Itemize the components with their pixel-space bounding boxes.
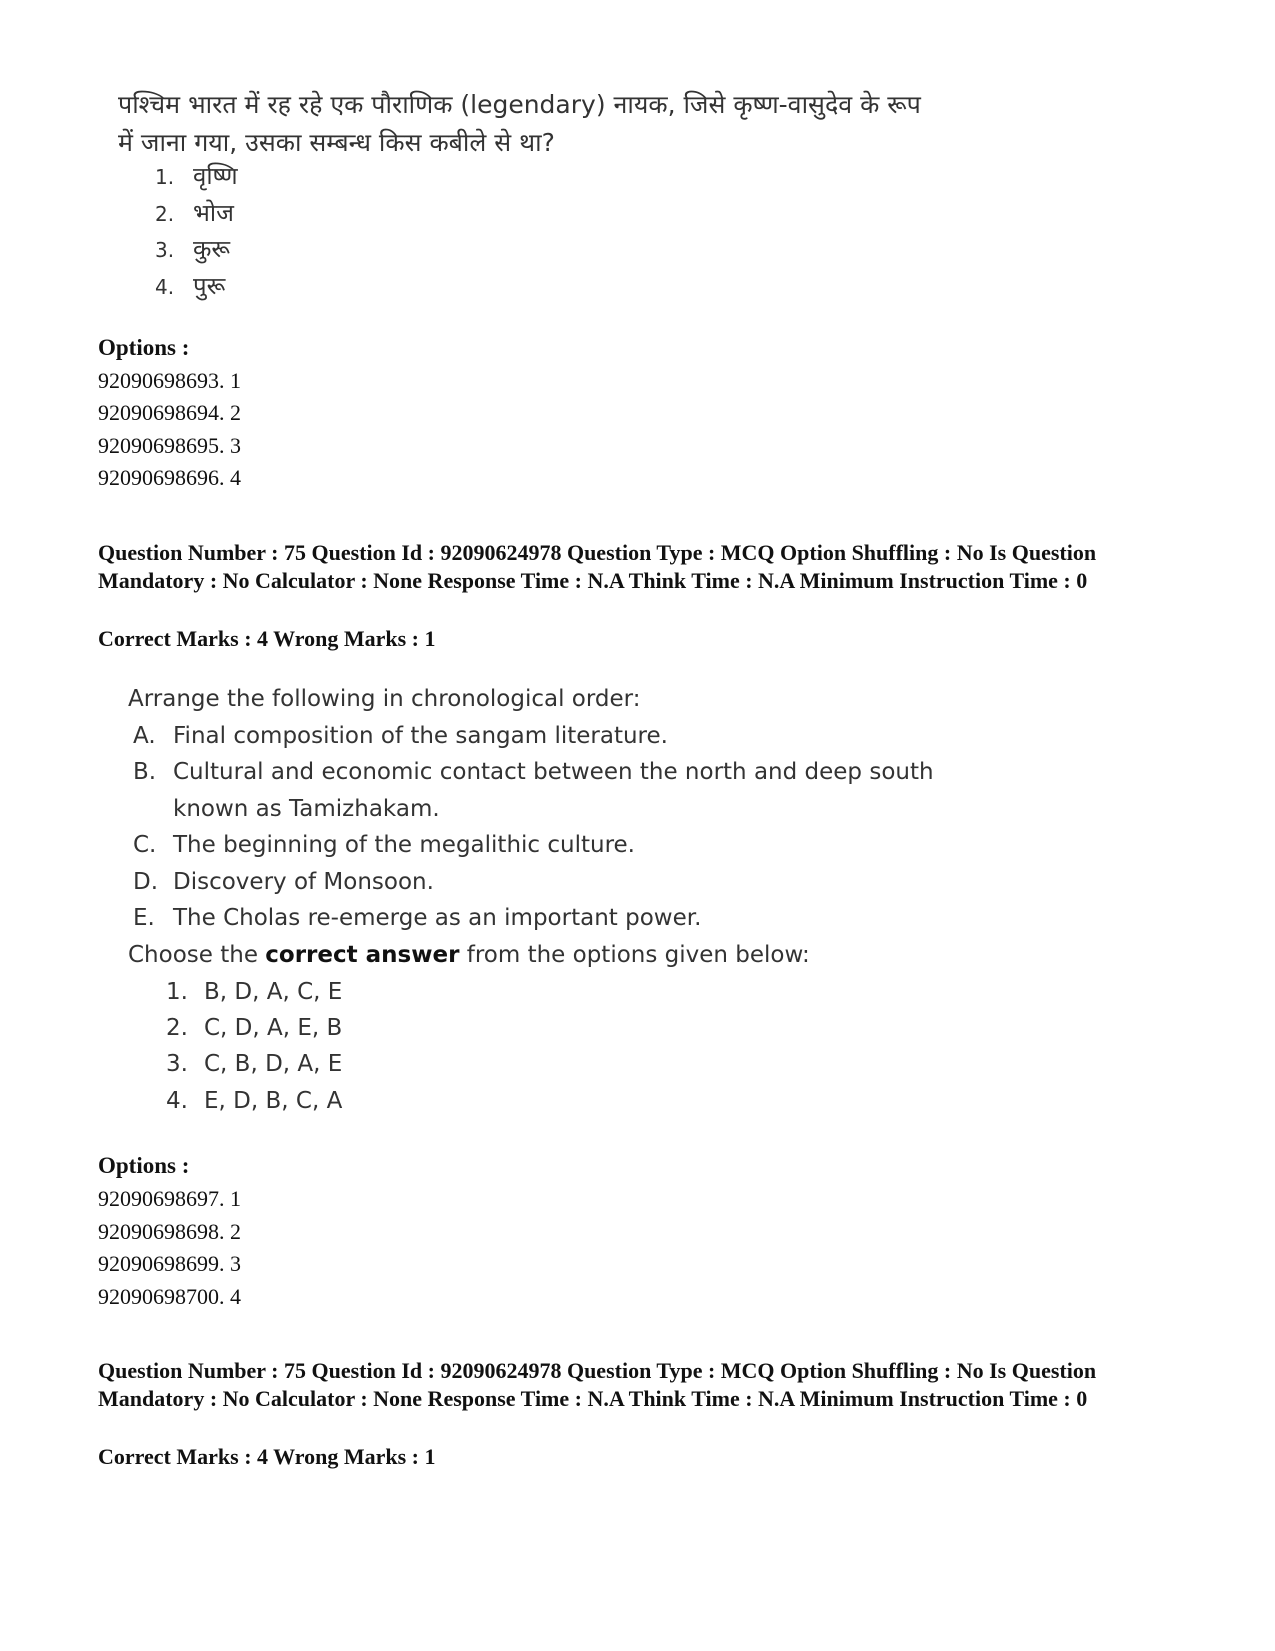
option-line: 92090698700. 4 [98, 1284, 241, 1309]
statement-text: Final composition of the sangam literature. [173, 723, 668, 749]
choose-instruction [128, 940, 810, 970]
statement-item [133, 903, 701, 933]
options-heading: Options : [98, 335, 190, 360]
choice-text: E, D, B, C, A [204, 1088, 343, 1114]
question-choice [166, 1049, 342, 1079]
statement-text: The Cholas re-emerge as an important power. [173, 905, 702, 931]
options-heading: Options : [98, 1153, 190, 1178]
question-choice [166, 1086, 342, 1116]
choice-number: 1. [155, 165, 175, 189]
option-line: 92090698699. 3 [98, 1251, 241, 1276]
choice-number: 4. [155, 275, 175, 299]
statement-letter: B. [133, 759, 157, 785]
choice-text: वृष्णि [193, 162, 238, 190]
question-stem-hindi: पश्चिम भारत में रह रहे एक पौराणिक (legendary) नायक, जिसे कृष्ण-वासुदेव के रूप में जाना गया, उसका सम्बन्ध किस कबीले से था? [118, 90, 921, 157]
statement-item [133, 757, 934, 787]
choice-text: C, B, D, A, E [204, 1051, 343, 1077]
question-choice [155, 195, 234, 231]
choice-text: B, D, A, C, E [204, 979, 343, 1005]
choice-number: 4. [166, 1088, 188, 1114]
question-choice [166, 977, 342, 1007]
statement-letter: E. [133, 905, 155, 931]
choice-text: पुरू [193, 272, 226, 300]
statement-item [133, 721, 668, 751]
choice-number: 3. [155, 238, 175, 262]
choose-pre: Choose the [128, 942, 266, 968]
choose-post: from the options given below: [459, 942, 810, 968]
option-line: 92090698695. 3 [98, 433, 241, 458]
statement-item [133, 867, 434, 897]
choice-text: C, D, A, E, B [204, 1015, 343, 1041]
option-line: 92090698698. 2 [98, 1219, 241, 1244]
choice-number: 2. [166, 1015, 188, 1041]
choice-number: 3. [166, 1051, 188, 1077]
question-choice [166, 1013, 342, 1043]
question-choice [155, 268, 225, 304]
statement-letter: A. [133, 723, 156, 749]
statement-text: The beginning of the megalithic culture. [173, 832, 635, 858]
statement-letter: C. [133, 832, 157, 858]
choice-text: भोज [193, 199, 234, 227]
question-marks: Correct Marks : 4 Wrong Marks : 1 [98, 626, 436, 651]
option-line: 92090698694. 2 [98, 400, 241, 425]
question-meta: Question Number : 75 Question Id : 92090624978 Question Type : MCQ Option Shuffling : No Is Question Mandatory : No Calculator : None Response Time : N.A Think Time : N.A Minimum Instruction Time : 0 [98, 1358, 1097, 1411]
question-meta: Question Number : 75 Question Id : 92090624978 Question Type : MCQ Option Shuffling : No Is Question Mandatory : No Calculator : None Response Time : N.A Think Time : N.A Minimum Instruction Time : 0 [98, 540, 1097, 593]
statement-item [133, 830, 635, 860]
option-line: 92090698697. 1 [98, 1186, 241, 1211]
statement-letter: D. [133, 869, 159, 895]
choose-bold: correct answer [265, 942, 460, 968]
choice-text: कुरू [193, 235, 231, 263]
question-marks: Correct Marks : 4 Wrong Marks : 1 [98, 1444, 436, 1469]
choice-number: 2. [155, 202, 175, 226]
question-stem: Arrange the following in chronological order: [128, 686, 641, 712]
statement-text: Discovery of Monsoon. [173, 869, 434, 895]
question-choice [155, 158, 238, 194]
question-choice [155, 231, 230, 267]
choice-number: 1. [166, 979, 188, 1005]
option-line: 92090698696. 4 [98, 465, 241, 490]
statement-text: Cultural and economic contact between the north and deep south [173, 759, 934, 785]
statement-continuation: known as Tamizhakam. [173, 796, 440, 822]
option-line: 92090698693. 1 [98, 368, 241, 393]
